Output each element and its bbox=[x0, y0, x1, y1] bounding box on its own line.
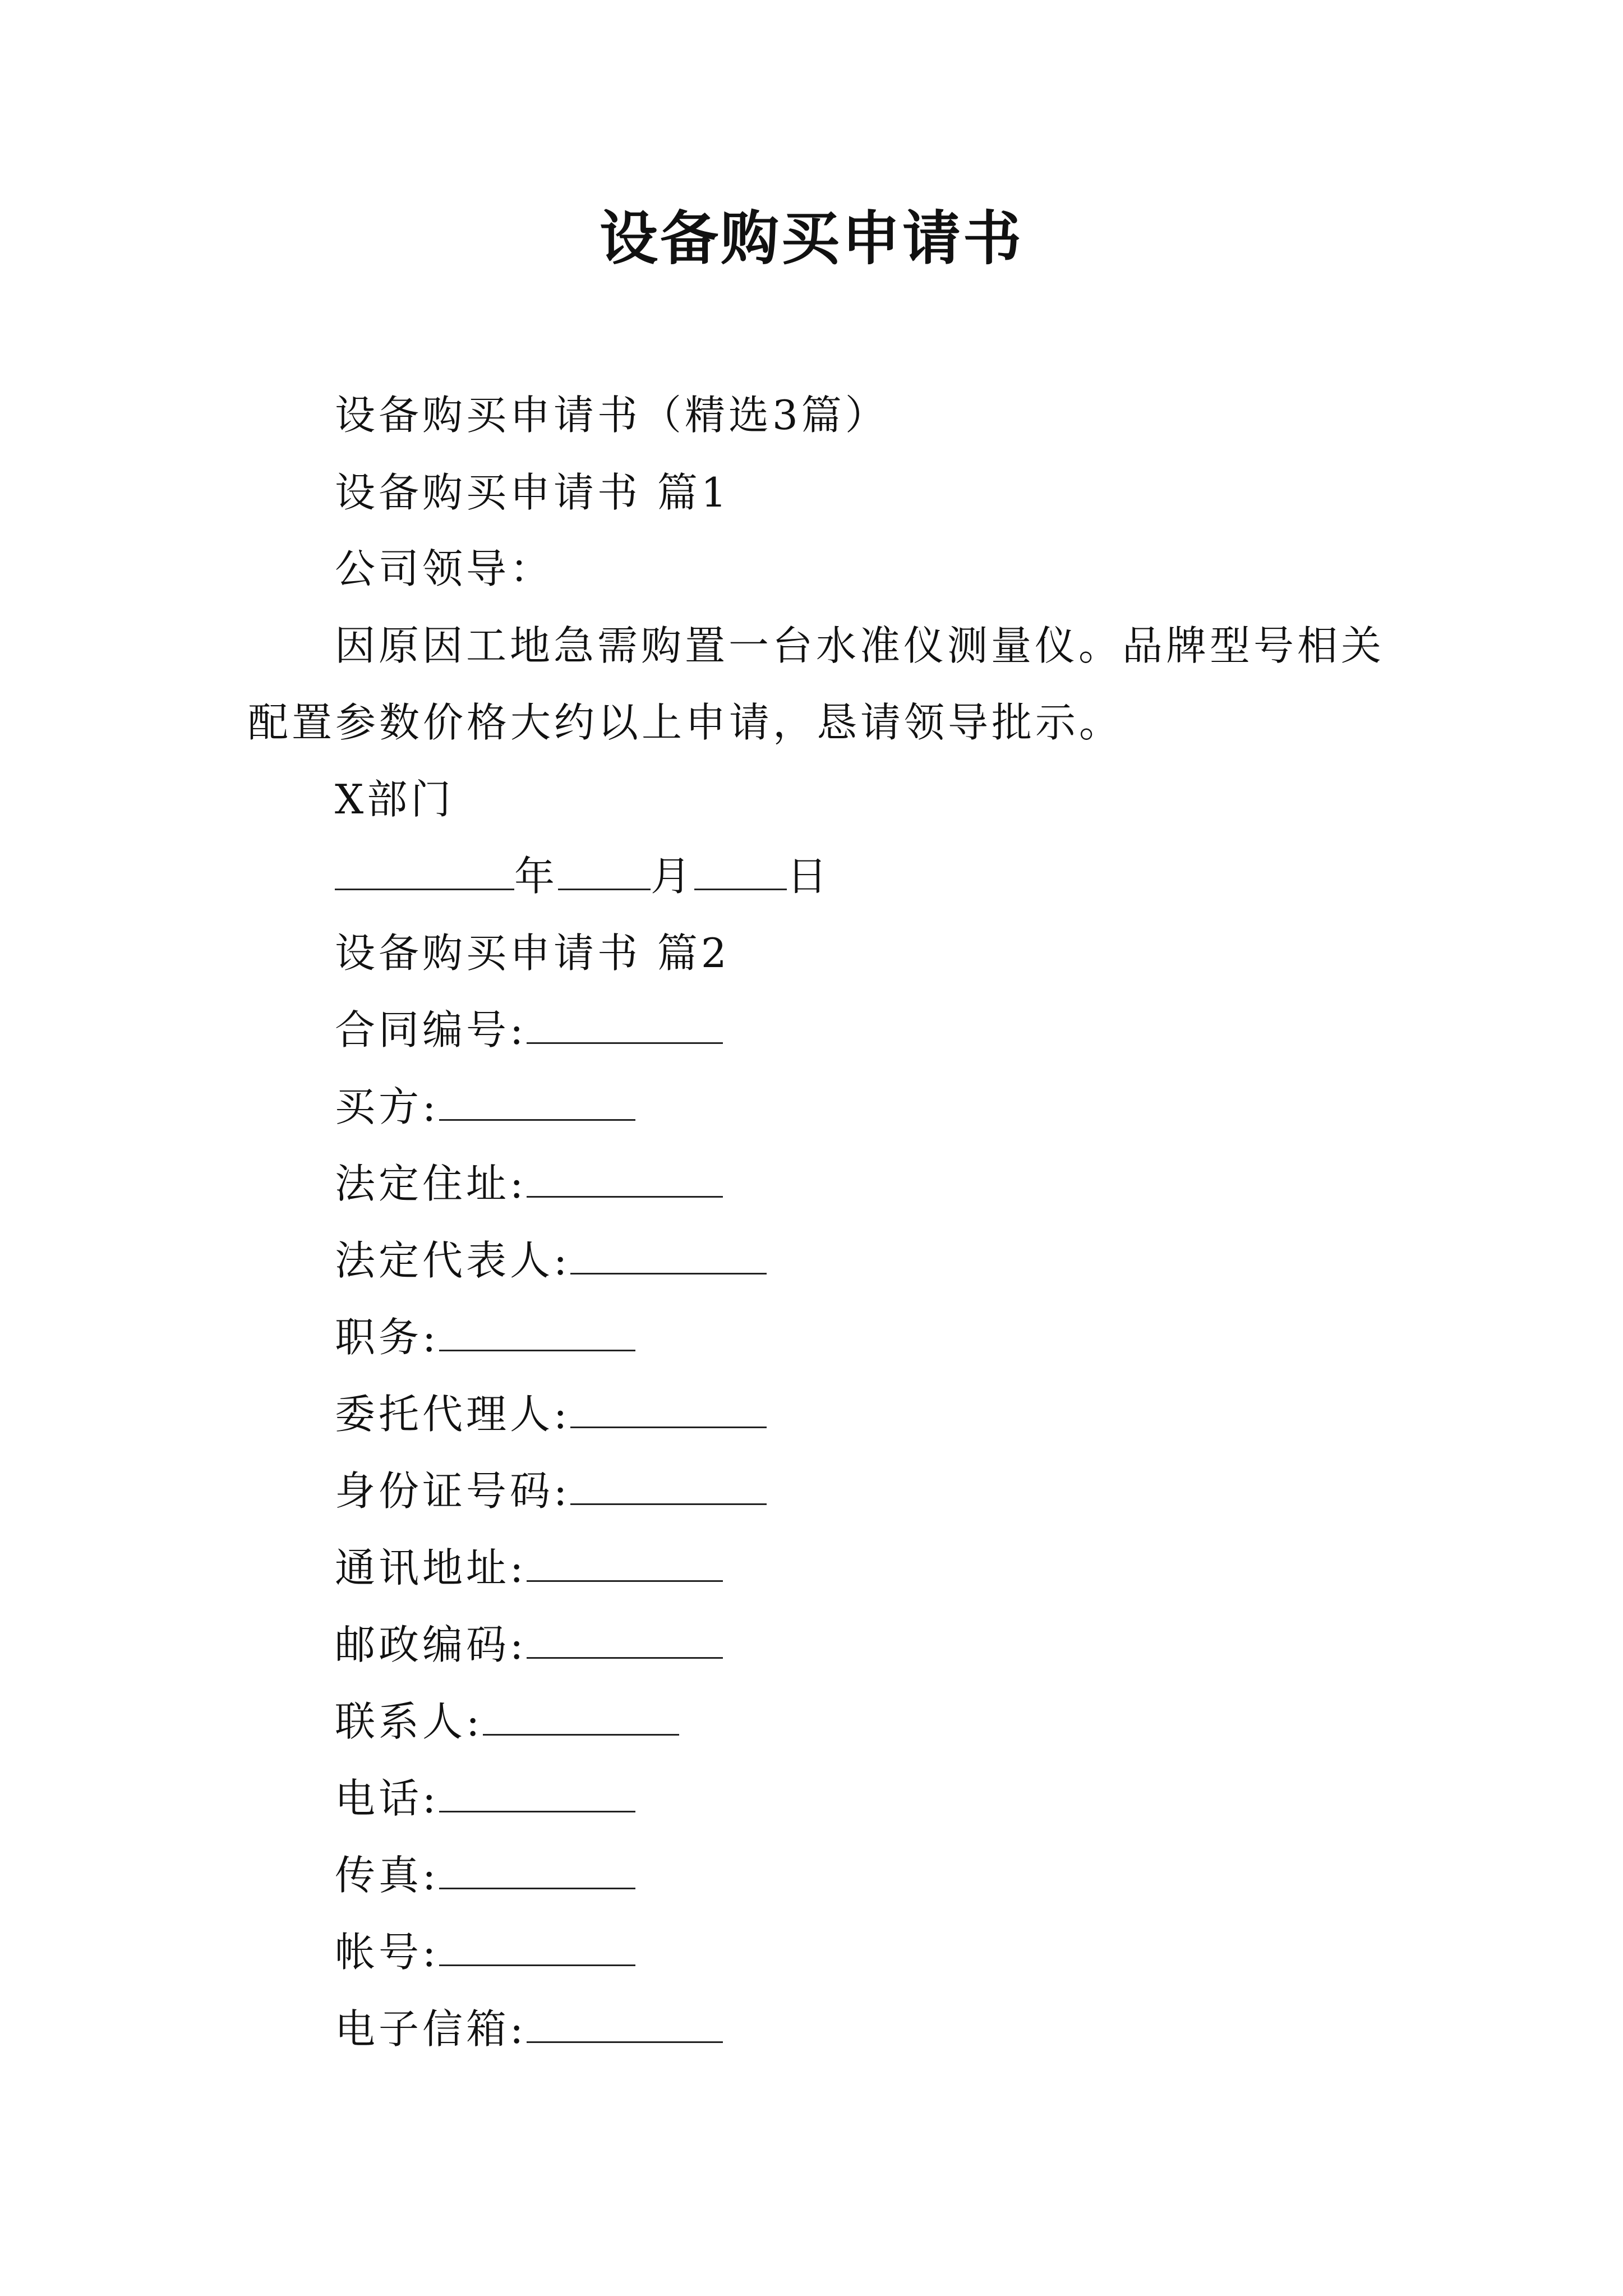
day-blank bbox=[694, 849, 787, 890]
field-label: 合同编号: bbox=[335, 1006, 527, 1053]
field-authorized-agent bbox=[335, 1387, 767, 1441]
body-paragraph-line-1: 因原因工地急需购置一台水准仪测量仪。品牌型号相关 bbox=[335, 622, 1385, 669]
field-postal-code bbox=[335, 1618, 723, 1672]
field-email bbox=[335, 2002, 723, 2056]
field-contract-number bbox=[335, 1003, 723, 1057]
field-blank bbox=[527, 1003, 723, 1044]
field-fax bbox=[335, 1848, 635, 1902]
part2-heading: 设备购买申请书 篇2 bbox=[335, 930, 730, 977]
field-blank bbox=[439, 1772, 635, 1812]
field-account bbox=[335, 1925, 635, 1979]
field-label: 帐号: bbox=[335, 1929, 440, 1976]
document-subtitle: 设备购买申请书（精选3篇） bbox=[335, 392, 889, 439]
field-label: 电子信箱: bbox=[335, 2005, 527, 2053]
field-blank bbox=[439, 1080, 635, 1121]
field-label: 职务: bbox=[335, 1314, 440, 1361]
document-title: 设备购买申请书 bbox=[599, 204, 1023, 273]
field-blank bbox=[483, 1695, 679, 1736]
field-blank bbox=[570, 1387, 767, 1428]
field-legal-address bbox=[335, 1157, 723, 1211]
year-blank bbox=[335, 849, 514, 890]
part1-heading: 设备购买申请书 篇1 bbox=[335, 469, 730, 516]
field-legal-representative bbox=[335, 1234, 767, 1287]
date-line bbox=[335, 849, 831, 903]
field-label: 法定代表人: bbox=[335, 1237, 571, 1284]
field-mailing-address bbox=[335, 1541, 723, 1595]
year-label: 年 bbox=[514, 853, 559, 900]
department-signature: X部门 bbox=[335, 776, 455, 823]
field-blank bbox=[527, 1541, 723, 1582]
month-blank bbox=[558, 849, 651, 890]
body-paragraph-line-2: 配置参数价格大约以上申请，恳请领导批示。 bbox=[248, 699, 1123, 746]
field-contact-person bbox=[335, 1695, 679, 1749]
field-buyer bbox=[335, 1080, 635, 1134]
field-position bbox=[335, 1310, 635, 1364]
field-blank bbox=[439, 1925, 635, 1966]
field-label: 身份证号码: bbox=[335, 1467, 571, 1515]
salutation: 公司领导： bbox=[335, 545, 554, 592]
field-label: 邮政编码: bbox=[335, 1621, 527, 1668]
field-blank bbox=[527, 1618, 723, 1659]
field-label: 通讯地址: bbox=[335, 1544, 527, 1591]
month-label: 月 bbox=[651, 853, 695, 900]
field-label: 联系人: bbox=[335, 1698, 483, 1745]
field-label: 买方: bbox=[335, 1083, 440, 1130]
field-label: 法定住址: bbox=[335, 1160, 527, 1207]
field-label: 电话: bbox=[335, 1775, 440, 1822]
field-label: 传真: bbox=[335, 1852, 440, 1899]
field-id-number bbox=[335, 1464, 767, 1518]
field-blank bbox=[527, 1157, 723, 1198]
field-blank bbox=[439, 1848, 635, 1889]
field-blank bbox=[570, 1464, 767, 1505]
day-label: 日 bbox=[787, 853, 831, 900]
field-blank bbox=[570, 1234, 767, 1274]
field-blank bbox=[439, 1310, 635, 1351]
field-label: 委托代理人: bbox=[335, 1391, 571, 1438]
field-blank bbox=[527, 2002, 723, 2043]
field-phone bbox=[335, 1772, 635, 1825]
